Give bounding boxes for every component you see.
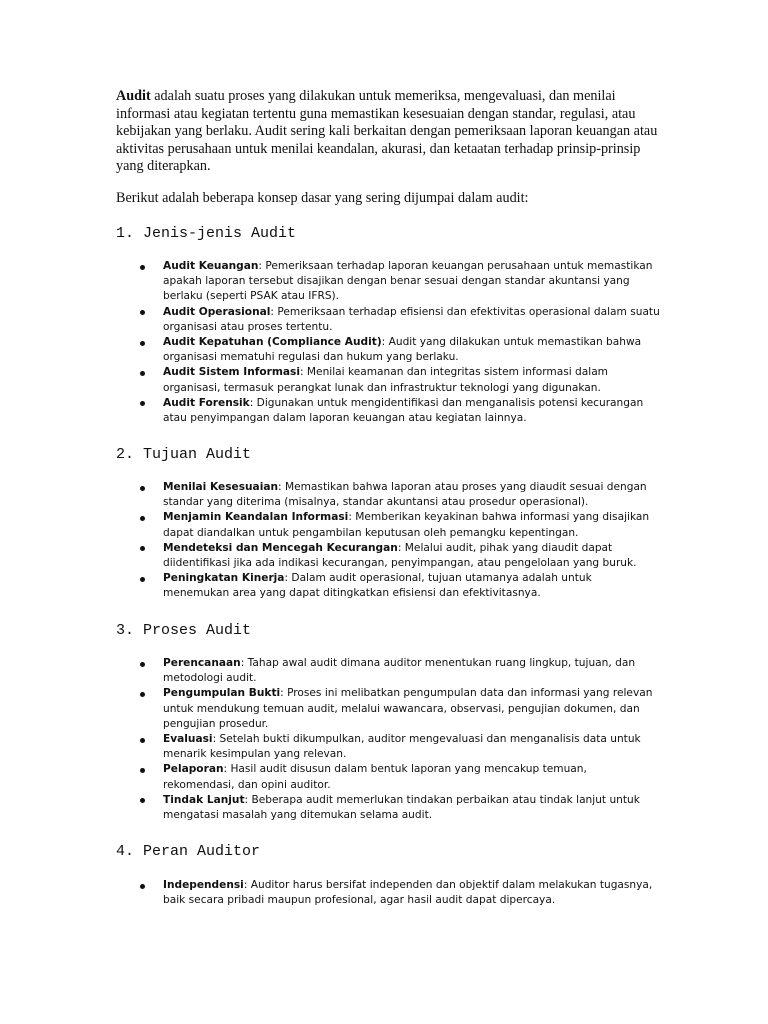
item-term: Perencanaan — [163, 657, 241, 669]
item-text: : Proses ini melibatkan pengumpulan data dan informasi yang relevan untuk mendukung temuan audit, melalui wawancara, observasi, pengujian dokumen, dan pengujian prosedur. — [163, 687, 653, 730]
list-item — [140, 686, 660, 732]
intro-term: Audit — [116, 88, 151, 104]
intro-text: adalah suatu proses yang dilakukan untuk memeriksa, mengevaluasi, dan menilai informasi atau kegiatan tertentu guna memastikan kesesuaian dengan standar, regulasi, atau kebijakan yang berlaku. Audit sering kali berkaitan dengan pemeriksaan laporan keuangan atau aktivitas perusahaan untuk menilai keandalan, akurasi, dan ketaatan terhadap prinsip-prinsip yang diterapkan. — [116, 88, 658, 175]
section-list-jenis-audit — [140, 259, 660, 426]
item-term: Tindak Lanjut — [163, 793, 245, 806]
bullet-icon — [140, 692, 145, 697]
bullet-icon — [140, 341, 145, 346]
item-term: Pelaporan — [163, 763, 224, 776]
section-heading-peran-auditor: 4. Peran Auditor — [116, 843, 261, 860]
bullet-icon — [140, 768, 145, 773]
item-text: : Memastikan bahwa laporan atau proses yang diaudit sesuai dengan standar yang diterima (misalnya, standar akuntansi atau prosedur operasional). — [163, 481, 647, 509]
list-item — [140, 878, 660, 908]
list-item — [140, 335, 660, 365]
list-item — [140, 305, 660, 335]
bullet-icon — [140, 884, 145, 889]
list-item — [140, 480, 660, 510]
section-heading-tujuan-audit: 2. Tujuan Audit — [116, 446, 252, 463]
item-term: Audit Keuangan — [163, 260, 259, 272]
item-text: : Memberikan keyakinan bahwa informasi yang disajikan dapat diandalkan untuk pengambilan keputusan oleh pemangku kepentingan. — [163, 511, 650, 539]
item-term: Pengumpulan Bukti — [163, 687, 281, 700]
bullet-icon — [140, 265, 145, 270]
item-term: Audit Sistem Informasi — [163, 366, 300, 379]
intro-paragraph — [116, 88, 661, 176]
item-term: Audit Kepatuhan (Compliance Audit) — [163, 336, 382, 349]
list-item — [140, 541, 660, 571]
list-item — [140, 793, 660, 823]
bullet-icon — [140, 662, 145, 667]
bullet-icon — [140, 738, 145, 743]
bullet-icon — [140, 401, 145, 406]
bullet-icon — [140, 310, 145, 315]
bullet-icon — [140, 486, 145, 491]
item-text: : Auditor harus bersifat independen dan objektif dalam melakukan tugasnya, baik secara pribadi maupun profesional, agar hasil audit dapat dipercaya. — [163, 879, 653, 907]
item-text: : Melalui audit, pihak yang diaudit dapat diidentifikasi jika ada indikasi kecurangan, penyimpangan, atau pengelolaan yang buruk. — [163, 541, 637, 570]
list-item — [140, 762, 660, 792]
item-term: Mendeteksi dan Mencegah Kecurangan — [163, 541, 398, 554]
section-heading-jenis-audit: 1. Jenis-jenis Audit — [116, 225, 297, 242]
item-text: : Pemeriksaan terhadap laporan keuangan perusahaan untuk memastikan apakah laporan tersebut disajikan dengan benar sesuai dengan standar akuntansi yang berlaku (seperti PSAK atau IFRS). — [163, 260, 653, 303]
bullet-icon — [140, 516, 145, 521]
bullet-icon — [140, 371, 145, 376]
item-text: : Dalam audit operasional, tujuan utamanya adalah untuk menemukan area yang dapat ditingkatkan efisiensi dan efektivitasnya. — [163, 572, 592, 600]
item-term: Audit Operasional — [163, 305, 271, 318]
list-item — [140, 571, 660, 601]
item-text: : Audit yang dilakukan untuk memastikan bahwa organisasi mematuhi regulasi dan hukum yang berlaku. — [163, 336, 642, 364]
section-list-peran-auditor — [140, 878, 660, 908]
list-item — [140, 656, 660, 686]
item-text: : Setelah bukti dikumpulkan, auditor mengevaluasi dan menganalisis data untuk menarik kesimpulan yang relevan. — [163, 733, 641, 761]
bullet-icon — [140, 546, 145, 551]
bullet-icon — [140, 577, 145, 582]
item-text: : Tahap awal audit dimana auditor menentukan ruang lingkup, tujuan, dan metodologi audit. — [163, 657, 636, 685]
item-text: : Hasil audit disusun dalam bentuk laporan yang mencakup temuan, rekomendasi, dan opini auditor. — [163, 763, 587, 791]
item-text: : Pemeriksaan terhadap efisiensi dan efektivitas operasional dalam suatu organisasi atau proses tertentu. — [163, 305, 660, 333]
list-item — [140, 510, 660, 540]
item-term: Independensi — [163, 879, 244, 891]
lead-paragraph: Berikut adalah beberapa konsep dasar yang sering dijumpai dalam audit: — [116, 190, 529, 206]
item-text: : Beberapa audit memerlukan tindakan perbaikan atau tindak lanjut untuk mengatasi masalah yang ditemukan selama audit. — [163, 793, 640, 822]
section-list-proses-audit — [140, 656, 660, 823]
section-heading-proses-audit: 3. Proses Audit — [116, 622, 252, 639]
item-text: : Menilai keamanan dan integritas sistem informasi dalam organisasi, termasuk perangkat lunak dan infrastruktur teknologi yang digunakan. — [163, 366, 609, 394]
list-item — [140, 396, 660, 426]
item-term: Menjamin Keandalan Informasi — [163, 511, 349, 524]
item-term: Menilai Kesesuaian — [163, 481, 279, 493]
item-text: : Digunakan untuk mengidentifikasi dan menganalisis potensi kecurangan atau penyimpangan dalam laporan keuangan atau kegiatan lainnya. — [163, 396, 644, 425]
item-term: Audit Forensik — [163, 396, 250, 409]
list-item — [140, 732, 660, 762]
item-term: Evaluasi — [163, 733, 213, 746]
item-term: Peningkatan Kinerja — [163, 572, 285, 585]
list-item — [140, 365, 660, 395]
list-item — [140, 259, 660, 305]
bullet-icon — [140, 798, 145, 803]
section-list-tujuan-audit — [140, 480, 660, 602]
